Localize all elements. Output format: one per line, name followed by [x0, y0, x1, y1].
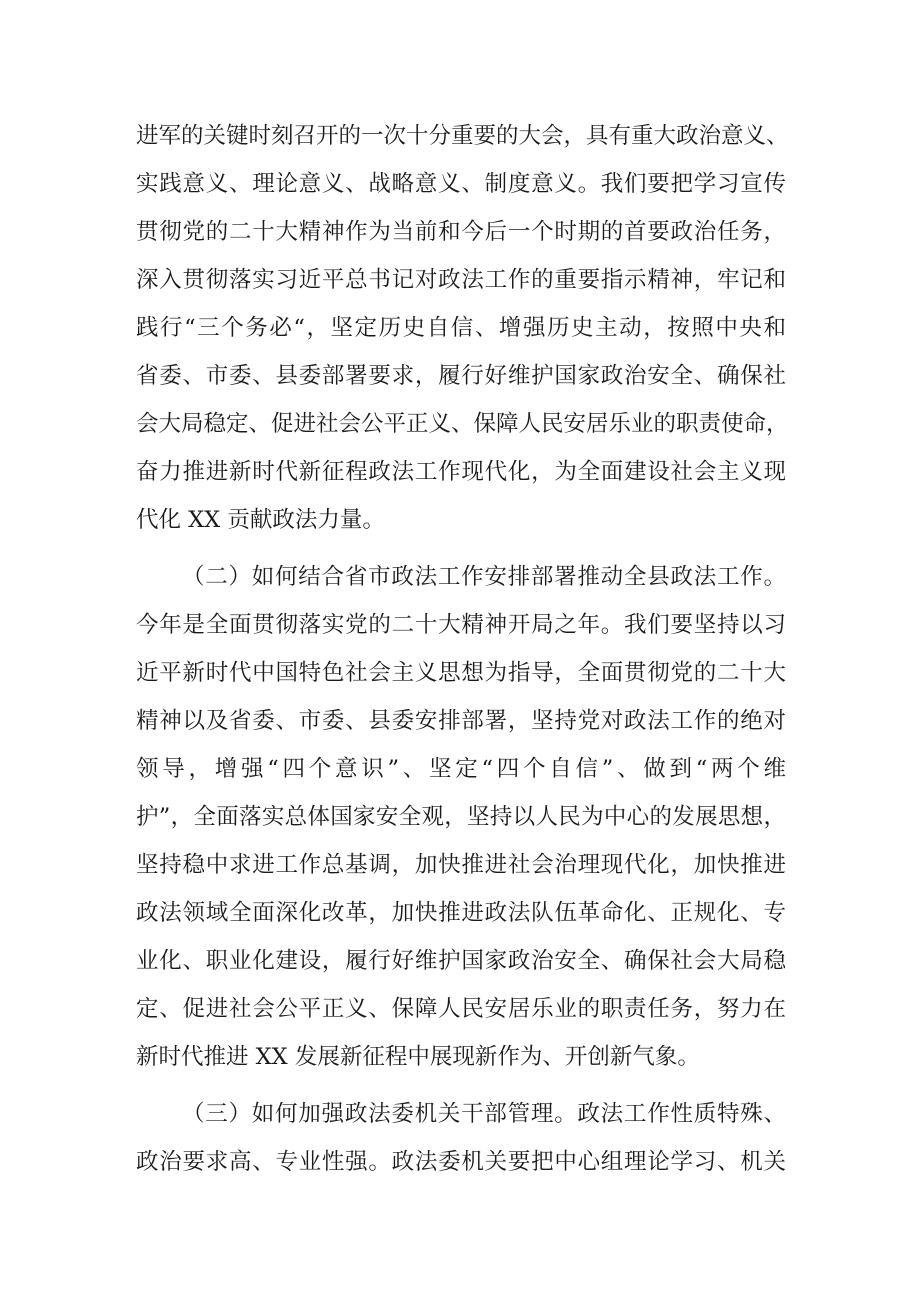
text-line: 代化 XX 贡献政法力量。 — [136, 507, 385, 533]
section-heading: （三）如何加强政法委机关干部管理。政法工作性质特殊、 — [182, 1101, 786, 1127]
text-line: 进军的关键时刻召开的一次十分重要的大会，具有重大政治意义、 — [136, 123, 789, 149]
text-line: 奋力推进新时代新征程政法工作现代化，为全面建设社会主义现 — [136, 459, 786, 485]
text-line: 业化、职业化建设，履行好维护国家政治安全、确保社会大局稳 — [136, 948, 786, 974]
text-line: 实践意义、理论意义、战略意义、制度意义。我们要把学习宣传 — [136, 171, 786, 197]
text-line: 护”，全面落实总体国家安全观，坚持以人民为中心的发展思想， — [136, 804, 786, 830]
text-line: 政治要求高、专业性强。政法委机关要把中心组理论学习、机关 — [136, 1149, 786, 1175]
text-line: 会大局稳定、促进社会公平正义、保障人民安居乐业的职责使命， — [136, 411, 789, 437]
text-line: 今年是全面贯彻落实党的二十大精神开局之年。我们要坚持以习 — [136, 612, 786, 638]
text-line: 践行“三个务必“，坚定历史自信、增强历史主动，按照中央和 — [136, 315, 786, 341]
text-line: 定、促进社会公平正义、保障人民安居乐业的职责任务，努力在 — [136, 996, 786, 1022]
text-line: 贯彻党的二十大精神作为当前和今后一个时期的首要政治任务， — [136, 219, 786, 245]
text-line: 领导，增强“四个意识”、坚定“四个自信”、做到“两个维 — [136, 756, 786, 782]
text-line: 省委、市委、县委部署要求，履行好维护国家政治安全、确保社 — [136, 363, 786, 389]
text-line: 近平新时代中国特色社会主义思想为指导，全面贯彻党的二十大 — [136, 660, 786, 686]
text-line: 深入贯彻落实习近平总书记对政法工作的重要指示精神，牢记和 — [136, 267, 786, 293]
text-line: 精神以及省委、市委、县委安排部署，坚持党对政法工作的绝对 — [136, 708, 786, 734]
section-heading: （二）如何结合省市政法工作安排部署推动全县政法工作。 — [182, 564, 786, 590]
text-line: 坚持稳中求进工作总基调，加快推进社会治理现代化，加快推进 — [136, 852, 786, 878]
text-line: 政法领域全面深化改革，加快推进政法队伍革命化、正规化、专 — [136, 900, 786, 926]
text-line: 新时代推进 XX 发展新征程中展现新作为、开创新气象。 — [136, 1044, 700, 1070]
